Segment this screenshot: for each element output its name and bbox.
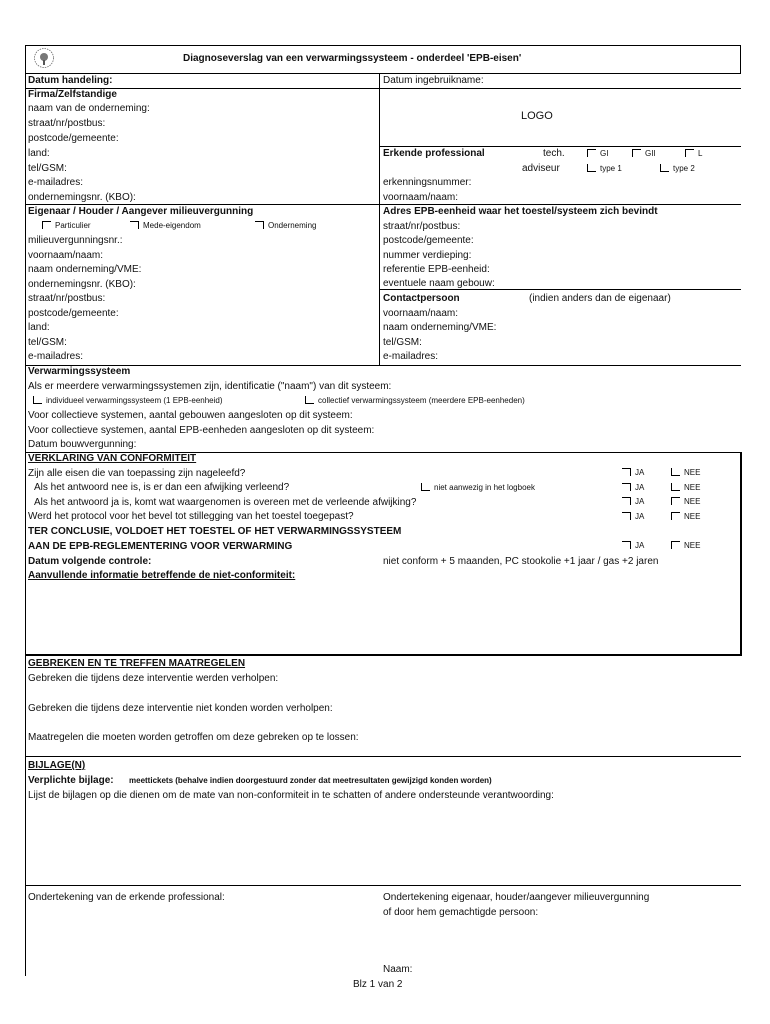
eigenaar-field: ondernemingsnr. (KBO): bbox=[28, 279, 136, 290]
checkbox-icon bbox=[587, 164, 596, 172]
firma-field: land: bbox=[28, 148, 50, 159]
checkbox-icon bbox=[622, 483, 631, 491]
line-bijlage-bottom bbox=[25, 885, 741, 886]
erkend-adviseur-label: adviseur bbox=[522, 163, 560, 174]
firma-field: postcode/gemeente: bbox=[28, 133, 119, 144]
firma-title: Firma/Zelfstandige bbox=[28, 89, 117, 100]
adres-field: straat/nr/postbus: bbox=[383, 221, 461, 232]
checkbox-icon bbox=[660, 164, 669, 172]
checkbox-icon bbox=[622, 497, 631, 505]
line-eigenaar-bottom bbox=[25, 365, 741, 366]
checkbox-tech-l[interactable]: L bbox=[685, 149, 702, 158]
checkbox-mede-eigendom[interactable]: Mede-eigendom bbox=[130, 221, 201, 230]
verwarming-line: Voor collectieve systemen, aantal EPB-eenheden aangesloten op dit systeem: bbox=[28, 425, 375, 436]
verklaring-title: VERKLARING VAN CONFORMITEIT bbox=[28, 453, 197, 464]
logo-placeholder: LOGO bbox=[521, 110, 553, 122]
checkbox-icon bbox=[622, 512, 631, 520]
datum-handeling-label: Datum handeling: bbox=[28, 75, 113, 86]
checkbox-icon bbox=[42, 221, 51, 229]
line-after-title bbox=[25, 73, 741, 74]
line-logo-bottom bbox=[379, 146, 741, 147]
checkbox-tech-gii[interactable]: GII bbox=[632, 149, 656, 158]
page-number: Blz 1 van 2 bbox=[353, 979, 403, 990]
eigenaar-field: land: bbox=[28, 322, 50, 333]
signature-naam-label: Naam: bbox=[383, 964, 413, 975]
checkbox-icon bbox=[587, 149, 596, 157]
checkbox-icon bbox=[130, 221, 139, 229]
frame-left bbox=[25, 45, 26, 976]
firma-field: ondernemingsnr. (KBO): bbox=[28, 192, 136, 203]
verklaring-question: Als het antwoord ja is, komt wat waargenomen is overeen met de verleende afwijking? bbox=[34, 497, 417, 508]
checkbox-onderneming[interactable]: Onderneming bbox=[255, 221, 316, 230]
line-adres-bottom bbox=[379, 289, 741, 290]
checkbox-icon bbox=[255, 221, 264, 229]
verklaring-question: Werd het protocol voor het bevel tot stillegging van het toestel toegepast? bbox=[28, 511, 354, 522]
eigenaar-field: tel/GSM: bbox=[28, 337, 67, 348]
eigenaar-field: e-mailadres: bbox=[28, 351, 84, 362]
eigenaar-field: voornaam/naam: bbox=[28, 250, 104, 261]
checkbox-icon bbox=[421, 483, 430, 491]
eigenaar-field: milieuvergunningsnr.: bbox=[28, 235, 123, 246]
line-firma-bottom bbox=[25, 204, 741, 205]
checkbox-particulier[interactable]: Particulier bbox=[42, 221, 91, 230]
gebreken-line: Gebreken die tijdens deze interventie niet konden worden verholpen: bbox=[28, 703, 333, 714]
checkbox-adviseur-type2[interactable]: type 2 bbox=[660, 164, 695, 173]
contact-note: (indien anders dan de eigenaar) bbox=[529, 293, 671, 304]
document-title: Diagnoseverslag van een verwarmingssysteem - onderdeel 'EPB-eisen' bbox=[183, 53, 522, 64]
line-after-datum bbox=[25, 88, 741, 89]
controle-value: niet conform + 5 maanden, PC stookolie +1 jaar / gas +2 jaren bbox=[383, 556, 659, 567]
erkend-tech-label: tech. bbox=[543, 148, 565, 159]
verplichte-bijlage-label: Verplichte bijlage: bbox=[28, 775, 114, 786]
checkbox-q2-ja[interactable]: JA bbox=[622, 483, 644, 492]
firma-field: straat/nr/postbus: bbox=[28, 118, 106, 129]
line-gebreken-bottom bbox=[25, 756, 741, 757]
contact-field: naam onderneming/VME: bbox=[383, 322, 497, 333]
firma-field: naam van de onderneming: bbox=[28, 103, 150, 114]
controle-label: Datum volgende controle: bbox=[28, 556, 152, 567]
checkbox-q3-ja[interactable]: JA bbox=[622, 497, 644, 506]
gebreken-line: Maatregelen die moeten worden getroffen om deze gebreken op te lossen: bbox=[28, 732, 359, 743]
gebreken-line: Gebreken die tijdens deze interventie werden verholpen: bbox=[28, 673, 279, 684]
checkbox-individueel[interactable]: individueel verwarmingssysteem (1 EPB-eenheid) bbox=[33, 396, 223, 405]
contact-title: Contactpersoon bbox=[383, 293, 460, 304]
adres-field: postcode/gemeente: bbox=[383, 235, 474, 246]
adres-field: referentie EPB-eenheid: bbox=[383, 264, 490, 275]
firma-field: tel/GSM: bbox=[28, 163, 67, 174]
signature-eigenaar-label: of door hem gemachtigde persoon: bbox=[383, 907, 539, 918]
verplichte-bijlage-text: meettickets (behalve indien doorgestuurd zonder dat meetresultaten gewijzigd konden worden) bbox=[129, 776, 492, 785]
checkbox-icon bbox=[671, 468, 680, 476]
signature-eigenaar-label: Ondertekening eigenaar, houder/aangever milieuvergunning bbox=[383, 892, 650, 903]
adres-field: nummer verdieping: bbox=[383, 250, 472, 261]
line-verklaring-bottom bbox=[25, 654, 742, 656]
checkbox-collectief[interactable]: collectief verwarmingssysteem (meerdere EPB-eenheden) bbox=[305, 396, 525, 405]
verklaring-right-border bbox=[740, 452, 742, 654]
eigenaar-field: straat/nr/postbus: bbox=[28, 293, 106, 304]
checkbox-icon bbox=[671, 497, 680, 505]
erkend-field: erkenningsnummer: bbox=[383, 177, 472, 188]
checkbox-q3-nee[interactable]: NEE bbox=[671, 497, 700, 506]
contact-field: e-mailadres: bbox=[383, 351, 439, 362]
checkbox-tech-gi[interactable]: GI bbox=[587, 149, 608, 158]
verwarming-line: Als er meerdere verwarmingssystemen zijn, identificatie ("naam") van dit systeem: bbox=[28, 381, 392, 392]
column-divider bbox=[379, 73, 380, 365]
verwarming-line: Voor collectieve systemen, aantal gebouwen aangesloten op dit systeem: bbox=[28, 410, 353, 421]
datum-ingebruikname-label: Datum ingebruikname: bbox=[383, 75, 484, 86]
adres-field: eventuele naam gebouw: bbox=[383, 278, 495, 289]
checkbox-icon bbox=[305, 396, 314, 404]
checkbox-q1-nee[interactable]: NEE bbox=[671, 468, 700, 477]
erkend-title: Erkende professional bbox=[383, 148, 485, 159]
firma-field: e-mailadres: bbox=[28, 177, 84, 188]
checkbox-icon bbox=[622, 468, 631, 476]
contact-field: voornaam/naam: bbox=[383, 308, 459, 319]
erkend-field: voornaam/naam: bbox=[383, 192, 459, 203]
checkbox-icon bbox=[671, 483, 680, 491]
verwarming-line: Datum bouwvergunning: bbox=[28, 439, 137, 450]
eigenaar-field: naam onderneming/VME: bbox=[28, 264, 142, 275]
checkbox-q1-ja[interactable]: JA bbox=[622, 468, 644, 477]
checkbox-q4-nee[interactable]: NEE bbox=[671, 512, 700, 521]
checkbox-niet-aanwezig[interactable]: niet aanwezig in het logboek bbox=[421, 483, 535, 492]
gebreken-title: GEBREKEN EN TE TREFFEN MAATREGELEN bbox=[28, 658, 246, 669]
frame-right-top bbox=[740, 45, 741, 73]
eigenaar-title: Eigenaar / Houder / Aangever milieuvergunning bbox=[28, 206, 254, 217]
verwarming-title: Verwarmingssysteem bbox=[28, 366, 131, 377]
conclusie-line: TER CONCLUSIE, VOLDOET HET TOESTEL OF HET VERWARMINGSSYSTEEM bbox=[28, 526, 402, 537]
emblem-icon bbox=[32, 47, 56, 69]
checkbox-icon bbox=[671, 512, 680, 520]
bijlage-title: BIJLAGE(N) bbox=[28, 760, 86, 771]
contact-field: tel/GSM: bbox=[383, 337, 422, 348]
eigenaar-field: postcode/gemeente: bbox=[28, 308, 119, 319]
checkbox-conclusie-nee[interactable]: NEE bbox=[671, 541, 700, 550]
bijlage-lijst: Lijst de bijlagen op die dienen om de mate van non-conformiteit in te schatten of andere ondersteunde verantwoording: bbox=[28, 790, 554, 801]
verklaring-question: Als het antwoord nee is, is er dan een afwijking verleend? bbox=[34, 482, 290, 493]
checkbox-icon bbox=[622, 541, 631, 549]
verklaring-question: Zijn alle eisen die van toepassing zijn nageleefd? bbox=[28, 468, 246, 479]
frame-top bbox=[25, 45, 741, 46]
checkbox-icon bbox=[671, 541, 680, 549]
checkbox-conclusie-ja[interactable]: JA bbox=[622, 541, 644, 550]
checkbox-adviseur-type1[interactable]: type 1 bbox=[587, 164, 622, 173]
checkbox-q2-nee[interactable]: NEE bbox=[671, 483, 700, 492]
checkbox-q4-ja[interactable]: JA bbox=[622, 512, 644, 521]
checkbox-icon bbox=[685, 149, 694, 157]
aanvullende-info-label: Aanvullende informatie betreffende de niet-conformiteit: bbox=[28, 570, 296, 581]
signature-professional-label: Ondertekening van de erkende professional: bbox=[28, 892, 225, 903]
checkbox-icon bbox=[33, 396, 42, 404]
conclusie-line: AAN DE EPB-REGLEMENTERING VOOR VERWARMING bbox=[28, 541, 293, 552]
checkbox-icon bbox=[632, 149, 641, 157]
adres-title: Adres EPB-eenheid waar het toestel/systeem zich bevindt bbox=[383, 206, 658, 217]
